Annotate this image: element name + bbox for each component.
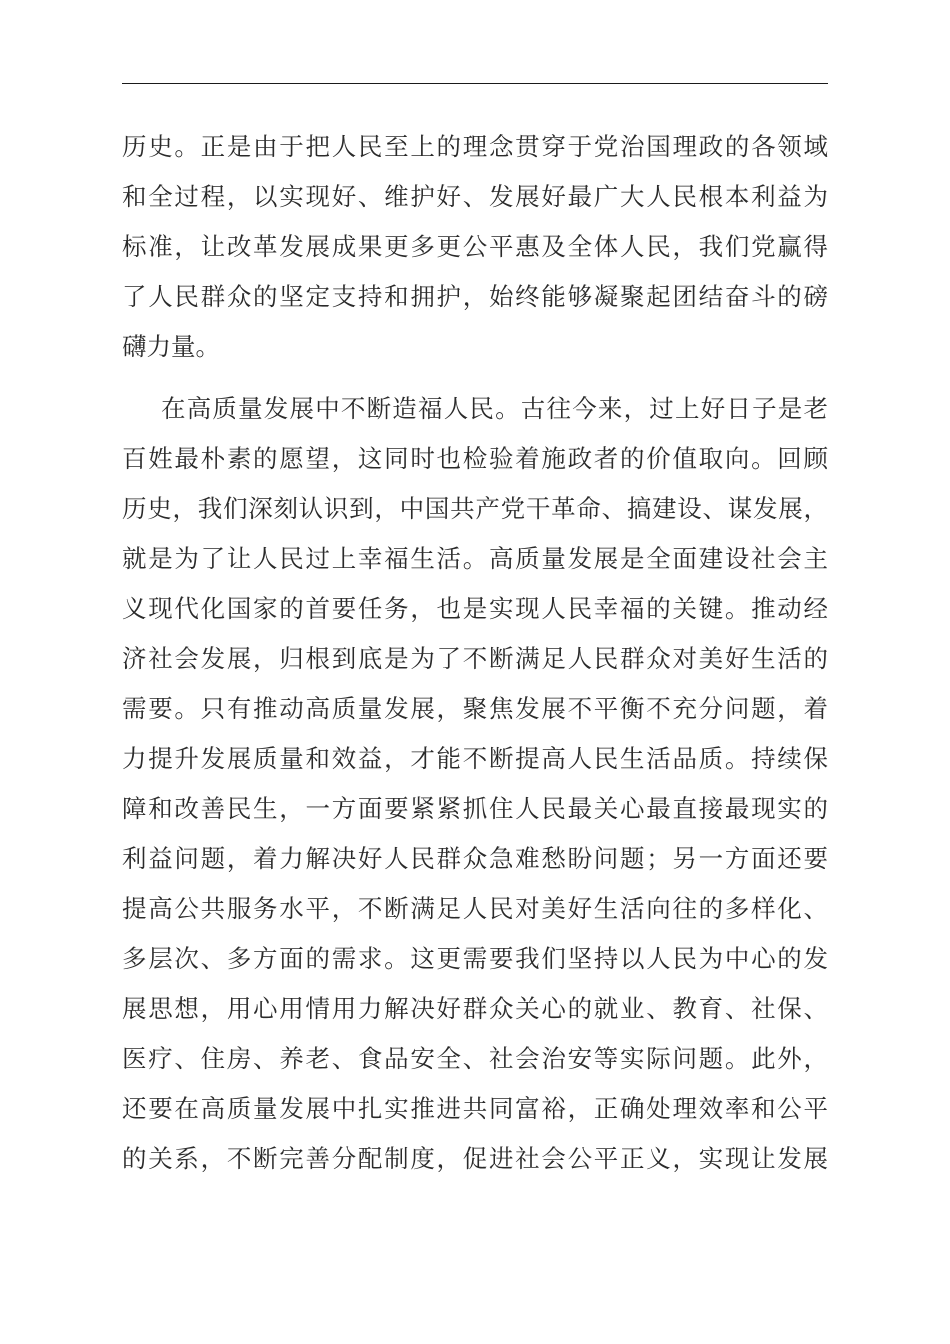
text-line: 多层次、多方面的需求。这更需要我们坚持以人民为中心的发 [122, 944, 828, 973]
text-line: 就是为了让人民过上幸福生活。高质量发展是全面建设社会主 [122, 544, 828, 573]
text-line: 展思想，用心用情用力解决好群众关心的就业、教育、社保、 [122, 994, 828, 1023]
paragraph-1 [122, 122, 828, 372]
text-line: 医疗、住房、养老、食品安全、社会治安等实际问题。此外， [122, 1044, 828, 1073]
text-line: 礴力量。 [122, 332, 220, 361]
text-line: 历史。正是由于把人民至上的理念贯穿于党治国理政的各领域 [122, 132, 828, 161]
text-line: 义现代化国家的首要任务，也是实现人民幸福的关键。推动经 [122, 594, 828, 623]
text-line: 还要在高质量发展中扎实推进共同富裕，正确处理效率和公平 [122, 1094, 828, 1123]
text-line: 标准，让改革发展成果更多更公平惠及全体人民，我们党赢得 [122, 232, 828, 261]
text-line: 和全过程，以实现好、维护好、发展好最广大人民根本利益为 [122, 182, 828, 211]
header-rule [122, 83, 828, 84]
text-line: 力提升发展质量和效益，才能不断提高人民生活品质。持续保 [122, 744, 828, 773]
body-text [122, 122, 828, 1184]
text-line: 历史，我们深刻认识到，中国共产党干革命、搞建设、谋发展， [122, 494, 828, 523]
text-line: 百姓最朴素的愿望，这同时也检验着施政者的价值取向。回顾 [122, 444, 828, 473]
text-line: 需要。只有推动高质量发展，聚焦发展不平衡不充分问题，着 [122, 694, 828, 723]
paragraph-gap [122, 372, 828, 384]
paragraph-2 [122, 384, 828, 1184]
text-line: 的关系，不断完善分配制度，促进社会公平正义，实现让发展 [122, 1144, 828, 1173]
text-line: 了人民群众的坚定支持和拥护，始终能够凝聚起团结奋斗的磅 [122, 282, 828, 311]
text-line: 障和改善民生，一方面要紧紧抓住人民最关心最直接最现实的 [122, 794, 828, 823]
text-line: 在高质量发展中不断造福人民。古往今来，过上好日子是老 [161, 394, 828, 423]
text-line: 提高公共服务水平，不断满足人民对美好生活向往的多样化、 [122, 894, 828, 923]
text-line: 利益问题，着力解决好人民群众急难愁盼问题；另一方面还要 [122, 844, 828, 873]
text-line: 济社会发展，归根到底是为了不断满足人民群众对美好生活的 [122, 644, 828, 673]
